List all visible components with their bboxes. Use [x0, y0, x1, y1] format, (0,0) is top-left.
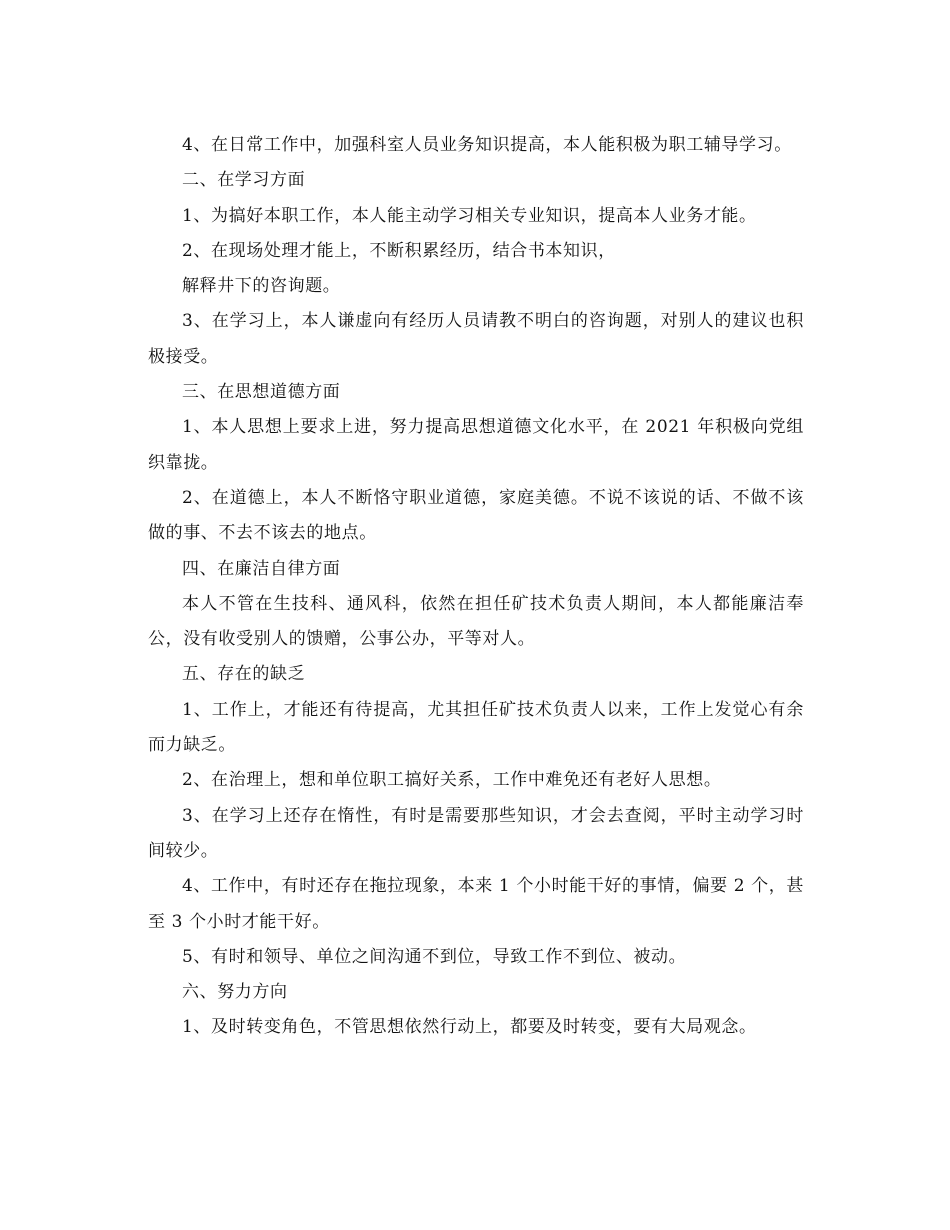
paragraph-direction-1: 1、及时转变角色，不管思想依然行动上，都要及时转变，要有大局观念。	[182, 1017, 757, 1038]
paragraph-ethics-1: 1、本人思想上要求上进，努力提高思想道德文化水平，在 2021 年积极向党组织靠拢。	[148, 417, 804, 473]
paragraph-study-1: 1、为搞好本职工作，本人能主动学习相关专业知识，提高本人业务才能。	[182, 205, 757, 226]
paragraph-shortcoming-2: 2、在治理上，想和单位职工搞好关系，工作中难免还有老好人思想。	[182, 770, 722, 791]
paragraph-shortcoming-5: 5、有时和领导、单位之间沟通不到位，导致工作不到位、被动。	[182, 946, 687, 967]
paragraph-shortcoming-3: 3、在学习上还存在惰性，有时是需要那些知识，才会去查阅，平时主动学习时间较少。	[148, 805, 804, 861]
section-heading-shortcomings: 五、存在的缺乏	[182, 664, 306, 685]
paragraph-ethics-2: 2、在道德上，本人不断恪守职业道德，家庭美德。不说不该说的话、不做不该做的事、不去不该去的地点。	[148, 487, 804, 544]
section-heading-study: 二、在学习方面	[182, 170, 306, 191]
paragraph-study-3: 3、在学习上，本人谦虚向有经历人员请教不明白的咨询题，对别人的建议也积极接受。	[148, 311, 804, 367]
document-body	[148, 128, 804, 1046]
paragraph-item-4-teaching: 4、在日常工作中，加强科室人员业务知识提高，本人能积极为职工辅导学习。	[182, 135, 792, 155]
section-heading-direction: 六、努力方向	[182, 982, 288, 1003]
paragraph-integrity: 本人不管在生技科、通风科，依然在担任矿技术负责人期间，本人都能廉洁奉公，没有收受别人的馈赠，公事公办，平等对人。	[148, 593, 804, 650]
paragraph-study-2-continued: 解释井下的咨询题。	[182, 276, 341, 297]
section-heading-ethics: 三、在思想道德方面	[182, 382, 341, 403]
section-heading-integrity: 四、在廉洁自律方面	[182, 558, 341, 579]
paragraph-study-2: 2、在现场处理才能上，不断积累经历，结合书本知识，	[182, 240, 616, 261]
paragraph-shortcoming-1: 1、工作上，才能还有待提高，尤其担任矿技术负责人以来，工作上发觉心有余而力缺乏。	[148, 699, 804, 756]
paragraph-shortcoming-4: 4、工作中，有时还存在拖拉现象，本来 1 个小时能干好的事情，偏要 2 个，甚至 3 个小时才能干好。	[148, 876, 804, 932]
